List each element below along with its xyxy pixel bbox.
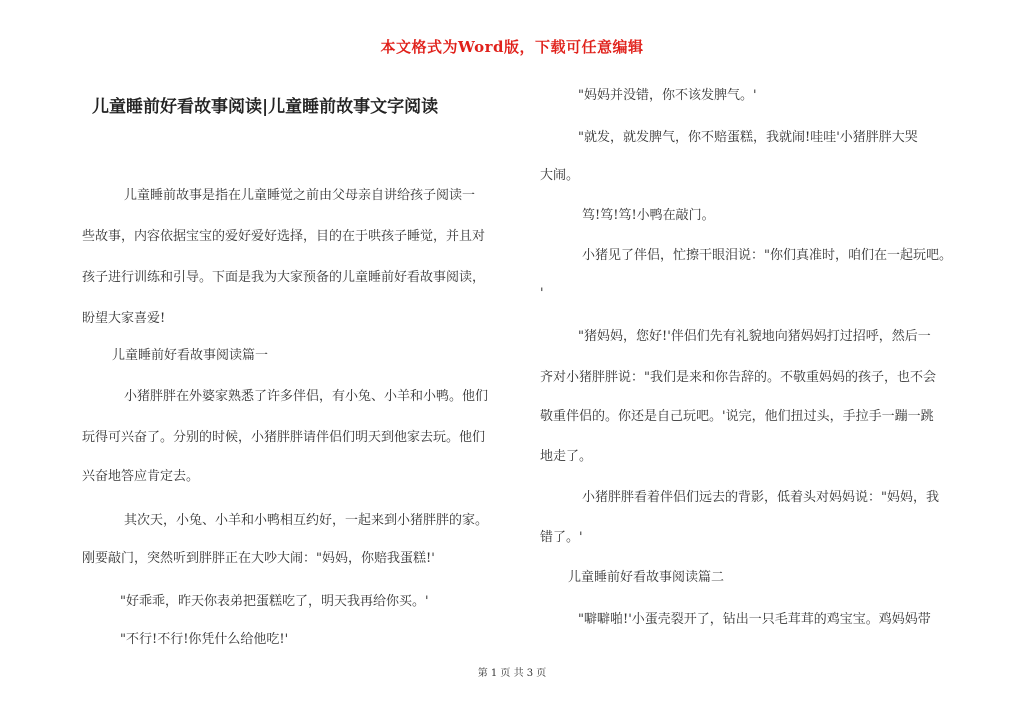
section-heading: 儿童睡前好看故事阅读篇二 — [568, 570, 725, 585]
paragraph-line: 些故事，内容依据宝宝的爱好爱好选择，目的在于哄孩子睡觉，并且对 — [82, 229, 486, 244]
page-number: 第 1 页 共 3 页 — [477, 668, 547, 679]
paragraph-line: 其次天，小兔、小羊和小鸭相互约好，一起来到小猪胖胖的家。 — [124, 513, 489, 528]
paragraph-line: 错了。' — [540, 530, 583, 545]
paragraph-line: 大闹。 — [540, 168, 580, 183]
paragraph-line: 小猪胖胖看着伴侣们远去的背影，低着头对妈妈说："妈妈，我 — [582, 490, 939, 505]
paragraph-line: "妈妈并没错，你不该发脾气。' — [578, 88, 757, 103]
paragraph-line: 齐对小猪胖胖说："我们是来和你告辞的。不敬重妈妈的孩子，也不会 — [540, 370, 936, 385]
paragraph-line: ' — [540, 286, 544, 301]
section-heading: 儿童睡前好看故事阅读篇一 — [112, 348, 269, 363]
paragraph-line: "就发，就发脾气，你不赔蛋糕，我就闹!哇哇'小猪胖胖大哭 — [578, 130, 918, 145]
paragraph-line: 笃!笃!笃!小鸭在敲门。 — [582, 208, 715, 223]
paragraph-line: 刚要敲门，突然听到胖胖正在大吵大闹："妈妈，你赔我蛋糕!' — [82, 551, 435, 566]
paragraph-line: 地走了。 — [540, 449, 593, 464]
paragraph-line: "猪妈妈，您好!'伴侣们先有礼貌地向猪妈妈打过招呼，然后一 — [578, 329, 931, 344]
download-banner: 本文格式为Word版，下载可任意编辑 — [380, 38, 644, 56]
paragraph-line: 盼望大家喜爱! — [82, 311, 166, 326]
paragraph-line: "好乖乖，昨天你表弟把蛋糕吃了，明天我再给你买。' — [120, 594, 429, 609]
paragraph-line: 玩得可兴奋了。分别的时候，小猪胖胖请伴侣们明天到他家去玩。他们 — [82, 430, 486, 445]
paragraph-line: "噼噼啪!'小蛋壳裂开了，钻出一只毛茸茸的鸡宝宝。鸡妈妈带 — [578, 612, 931, 627]
paragraph-line: 小猪胖胖在外婆家熟悉了许多伴侣，有小兔、小羊和小鸭。他们 — [124, 389, 489, 404]
paragraph-line: 兴奋地答应肯定去。 — [82, 469, 200, 484]
paragraph-line: 小猪见了伴侣，忙擦干眼泪说："你们真准时，咱们在一起玩吧。 — [582, 248, 952, 263]
paragraph-line: "不行!不行!你凭什么给他吃!' — [120, 632, 289, 647]
paragraph-line: 敬重伴侣的。你还是自己玩吧。'说完，他们扭过头，手拉手一蹦一跳 — [540, 409, 934, 424]
paragraph-line: 儿童睡前故事是指在儿童睡觉之前由父母亲自讲给孩子阅读一 — [124, 188, 476, 203]
document-title: 儿童睡前好看故事阅读|儿童睡前故事文字阅读 — [92, 97, 439, 117]
paragraph-line: 孩子进行训练和引导。下面是我为大家预备的儿童睡前好看故事阅读， — [82, 270, 486, 285]
